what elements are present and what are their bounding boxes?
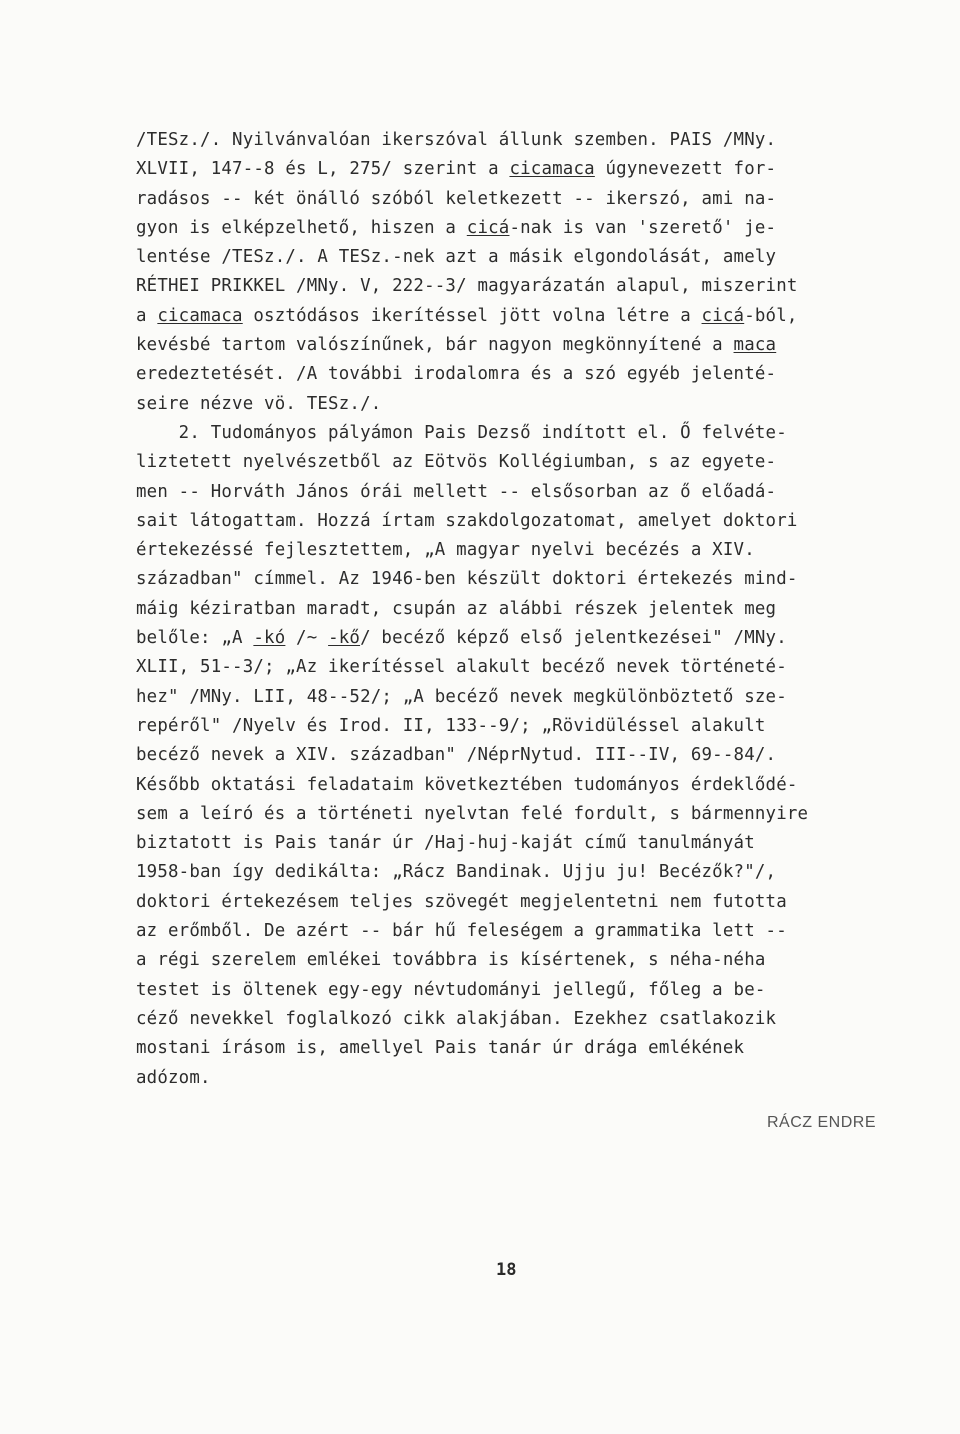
text-line xyxy=(136,331,896,360)
text-run: században" címmel. Az 1946-ben készült doktori értekezés mind- xyxy=(136,569,798,590)
text-run: 2. Tudományos pályámon Pais Dezső indított el. Ő felvéte- xyxy=(136,422,787,443)
text-line xyxy=(136,595,896,624)
text-run: Később oktatási feladataim következtében tudományos érdeklődé- xyxy=(136,774,798,795)
text-run: a xyxy=(136,305,158,326)
underlined-word: cicamaca xyxy=(509,159,595,180)
text-run: radásos -- két önálló szóból keletkezett -- ikerszó, ami na- xyxy=(136,188,777,209)
text-line xyxy=(136,419,896,448)
underlined-word: cicá xyxy=(701,305,745,326)
text-run: sait látogattam. Hozzá írtam szakdolgozatomat, amelyet doktori xyxy=(136,510,798,531)
text-run: adózom. xyxy=(136,1067,211,1088)
text-run: doktori értekezésem teljes szövegét megjelentetni nem futotta xyxy=(136,891,787,912)
text-run: úgynevezett for- xyxy=(594,159,777,180)
text-line xyxy=(136,800,896,829)
text-run: sem a leíró és a történeti nyelvtan felé fordult, s bármennyire xyxy=(136,803,809,824)
text-run: seire nézve vö. TESz./. xyxy=(136,393,382,414)
text-line xyxy=(136,976,896,1005)
text-run: értekezéssé fejlesztettem, „A magyar nyelvi becézés a XIV. xyxy=(136,540,755,561)
text-run: repéről" /Nyelv és Irod. II, 133--9/; „Rövidüléssel alakult xyxy=(136,715,766,736)
text-line xyxy=(136,1064,896,1093)
text-line xyxy=(136,536,896,565)
text-run: 1958-ban így dedikálta: „Rácz Bandinak. Ujju ju! Becézők?"/, xyxy=(136,862,777,883)
underlined-word: cicá xyxy=(466,217,510,238)
text-run: gyon is elképzelhető, hiszen a xyxy=(136,217,467,238)
text-line xyxy=(136,624,896,653)
text-run: liztetett nyelvészetből az Eötvös Kollégiumban, s az egyete- xyxy=(136,452,777,473)
text-run: /~ xyxy=(285,628,329,649)
text-line xyxy=(136,917,896,946)
text-run: máig kéziratban maradt, csupán az alábbi részek jelentek meg xyxy=(136,598,777,619)
text-line xyxy=(136,478,896,507)
text-line xyxy=(136,946,896,975)
text-line xyxy=(136,448,896,477)
text-run: testet is öltenek egy-egy névtudományi jellegű, főleg a be- xyxy=(136,979,766,1000)
text-run: XLVII, 147--8 és L, 275/ szerint a xyxy=(136,159,510,180)
text-line xyxy=(136,1005,896,1034)
underlined-word: -kő xyxy=(328,628,361,649)
text-run: eredeztetését. /A további irodalomra és a szó egyéb jelenté- xyxy=(136,364,777,385)
text-line xyxy=(136,360,896,389)
text-run: -nak is van 'szerető' je- xyxy=(509,217,777,238)
page-number: 18 xyxy=(496,1260,517,1280)
text-line xyxy=(136,741,896,770)
text-line xyxy=(136,712,896,741)
text-run: RÉTHEI PRIKKEL /MNy. V, 222--3/ magyarázatán alapul, miszerint xyxy=(136,276,798,297)
text-line xyxy=(136,565,896,594)
text-line xyxy=(136,829,896,858)
text-run: céző nevekkel foglalkozó cikk alakjában. Ezekhez csatlakozik xyxy=(136,1008,777,1029)
text-run: -ból, xyxy=(744,305,798,326)
text-line xyxy=(136,243,896,272)
text-run: XLII, 51--3/; „Az ikerítéssel alakult becéző nevek történeté- xyxy=(136,657,787,678)
text-line xyxy=(136,272,896,301)
text-run: men -- Horváth János órái mellett -- elsősorban az ő előadá- xyxy=(136,481,777,502)
text-line xyxy=(136,507,896,536)
text-line xyxy=(136,1034,896,1063)
text-run: osztódásos ikerítéssel jött volna létre a xyxy=(242,305,702,326)
text-line xyxy=(136,888,896,917)
text-line xyxy=(136,185,896,214)
text-line xyxy=(136,302,896,331)
text-line xyxy=(136,126,896,155)
text-line xyxy=(136,390,896,419)
underlined-word: -kó xyxy=(253,628,286,649)
author-signature: RÁCZ ENDRE xyxy=(766,1114,876,1131)
text-run: az erőmből. De azért -- bár hű feleségem a grammatika lett -- xyxy=(136,921,787,942)
text-run: /TESz./. Nyilvánvalóan ikerszóval állunk szemben. PAIS /MNy. xyxy=(136,130,777,150)
text-run: / becéző képző első jelentkezései" /MNy. xyxy=(360,628,787,649)
body-text xyxy=(136,126,896,1093)
text-line xyxy=(136,683,896,712)
underlined-word: cicamaca xyxy=(157,305,243,326)
text-run: a régi szerelem emlékei továbbra is kísértenek, s néha-néha xyxy=(136,950,766,971)
text-line xyxy=(136,653,896,682)
text-line xyxy=(136,155,896,184)
underlined-word: maca xyxy=(733,335,777,356)
text-run: becéző nevek a XIV. században" /NéprNytud. III--IV, 69--84/. xyxy=(136,745,777,766)
text-run: mostani írásom is, amellyel Pais tanár úr drága emlékének xyxy=(136,1038,745,1059)
text-line xyxy=(136,214,896,243)
text-run: belőle: „A xyxy=(136,628,254,649)
text-run: biztatott is Pais tanár úr /Haj-huj-kaját című tanulmányát xyxy=(136,833,755,854)
text-run: kevésbé tartom valószínűnek, bár nagyon megkönnyítené a xyxy=(136,335,734,356)
text-line xyxy=(136,771,896,800)
text-run: hez" /MNy. LII, 48--52/; „A becéző nevek megkülönböztető sze- xyxy=(136,686,787,707)
text-line xyxy=(136,858,896,887)
text-run: lentése /TESz./. A TESz.-nek azt a másik elgondolását, amely xyxy=(136,247,777,268)
